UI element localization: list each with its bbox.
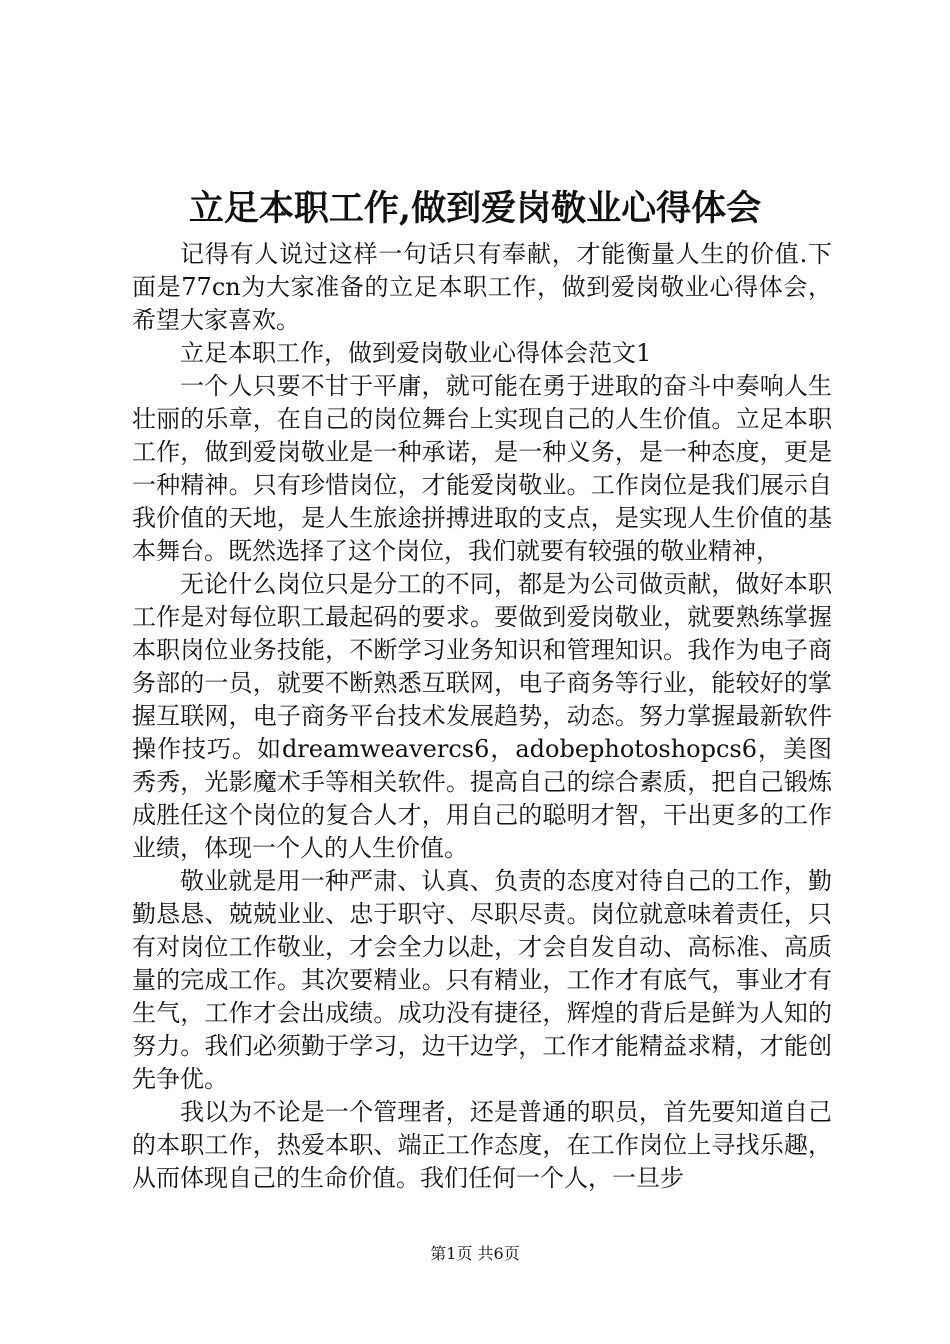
page-indicator: 第1页 共6页	[430, 1244, 520, 1263]
body-paragraph: 敬业就是用一种严肃、认真、负责的态度对待自己的工作，勤勤恳恳、兢兢业业、忠于职守、尽职尽责。岗位就意味着责任，只有对岗位工作敬业，才会全力以赴，才会自发自动、高标准、高质量的完成工作。其次要精业。只有精业，工作才有底气，事业才有生气，工作才会出成绩。成功没有捷径，辉煌的背后是鲜为人知的努力。我们必须勤于学习，边干边学，工作才能精益求精，才能创先争优。	[132, 867, 832, 1093]
body-paragraph: 一个人只要不甘于平庸，就可能在勇于进取的奋斗中奏响人生壮丽的乐章，在自己的岗位舞台上实现自己的人生价值。立足本职工作，做到爱岗敬业是一种承诺，是一种义务，是一种态度，更是一种精神。只有珍惜岗位，才能爱岗敬业。工作岗位是我们展示自我价值的天地，是人生旅途拼搏进取的支点，是实现人生价值的基本舞台。既然选择了这个岗位，我们就要有较强的敬业精神，	[132, 372, 832, 565]
body-paragraph: 我以为不论是一个管理者，还是普通的职员，首先要知道自己的本职工作，热爱本职、端正工作态度，在工作岗位上寻找乐趣，从而体现自己的生命价值。我们任何一个人，一旦步	[132, 1098, 832, 1192]
body-paragraph: 无论什么岗位只是分工的不同，都是为公司做贡献，做好本职工作是对每位职工最起码的要求。要做到爱岗敬业，就要熟练掌握本职岗位业务技能，不断学习业务知识和管理知识。我作为电子商务部的一员，就要不断熟悉互联网，电子商务等行业，能较好的掌握互联网，电子商务平台技术发展趋势，动态。努力掌握最新软件操作技巧。如dreamweavercs6，adobephotoshopcs6，美图秀秀，光影魔术手等相关软件。提高自己的综合素质，把自己锻炼成胜任这个岗位的复合人才，用自己的聪明才智，干出更多的工作业绩，体现一个人的人生价值。	[132, 570, 832, 862]
document-body	[132, 238, 832, 1195]
section-heading: 立足本职工作，做到爱岗敬业心得体会范文1	[180, 339, 652, 367]
document-title: 立足本职工作,做到爱岗敬业心得体会	[188, 188, 762, 229]
intro-paragraph: 记得有人说过这样一句话只有奉献，才能衡量人生的价值.下面是77cn为大家准备的立足本职工作，做到爱岗敬业心得体会，希望大家喜欢。	[132, 240, 832, 334]
